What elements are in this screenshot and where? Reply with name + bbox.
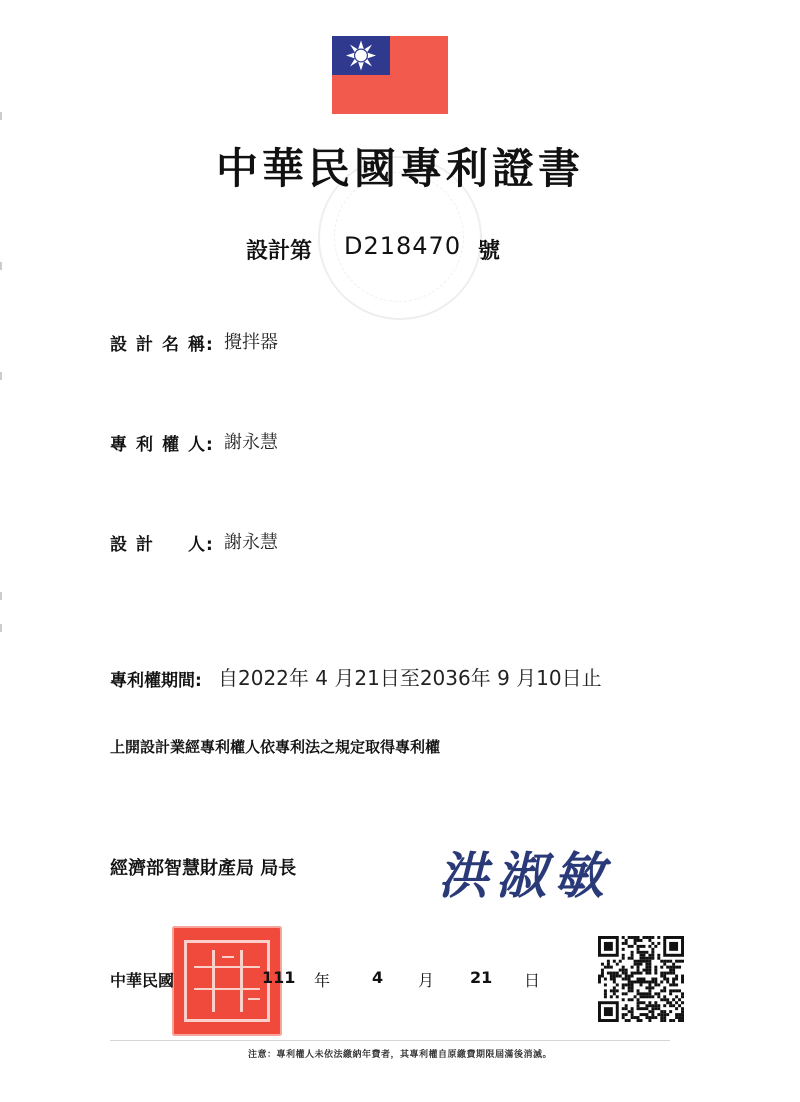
- certificate-title: 中華民國專利證書: [215, 144, 584, 193]
- director-signature: 洪淑敏: [438, 846, 612, 905]
- issue-month-unit: 月: [418, 971, 435, 990]
- period-end-month: 9: [497, 666, 510, 690]
- period-start-year: 2022: [238, 666, 289, 690]
- field-value-design-name: 攪拌器: [224, 332, 278, 353]
- issue-era: 中華民國: [110, 971, 175, 990]
- flag-canton: [332, 36, 390, 75]
- issue-year-unit: 年: [314, 971, 331, 990]
- field-value-patentee: 謝永慧: [224, 432, 278, 453]
- issue-month: 4: [372, 968, 384, 987]
- certificate-suffix: 號: [478, 239, 501, 264]
- field-label-patentee: 專 利 權 人:: [110, 435, 213, 455]
- footer-divider: [110, 1040, 670, 1041]
- issue-day: 21: [470, 968, 493, 987]
- period-end-year: 2036: [419, 666, 471, 690]
- roc-flag-icon: [332, 36, 448, 114]
- period-start-day: 21: [354, 666, 380, 690]
- scan-mark: [0, 262, 2, 270]
- period-value: 自2022年 4 月21日至2036年 9 月10日止: [218, 666, 602, 690]
- period-label: 專利權期間:: [110, 671, 202, 691]
- field-label-designer: 設 計 人:: [110, 535, 213, 555]
- scan-mark: [0, 592, 2, 600]
- scan-mark: [0, 112, 2, 120]
- qr-code-icon: [598, 936, 684, 1022]
- field-value-designer: 謝永慧: [224, 532, 278, 553]
- field-label-design-name: 設 計 名 稱:: [110, 335, 213, 355]
- issue-day-unit: 日: [524, 971, 541, 990]
- scan-mark: [0, 624, 2, 632]
- footer-notice: 注意：專利權人未依法繳納年費者，其專利權自原繳費期限屆滿後消滅。: [247, 1050, 552, 1060]
- certificate-prefix: 設計第: [246, 239, 313, 264]
- white-sun-icon: [332, 36, 390, 75]
- scan-mark: [0, 372, 2, 380]
- issue-year: 111: [262, 968, 296, 987]
- period-end: 止: [581, 666, 602, 690]
- grant-statement: 上開設計業經專利權人依專利法之規定取得專利權: [110, 738, 441, 756]
- issuer-title: 經濟部智慧財產局 局長: [110, 858, 297, 879]
- certificate-number: D218470: [344, 232, 462, 260]
- period-to: 至: [399, 666, 420, 690]
- period-start-month: 4: [315, 666, 328, 690]
- period-from: 自: [218, 666, 238, 690]
- period-end-day: 10: [536, 666, 562, 690]
